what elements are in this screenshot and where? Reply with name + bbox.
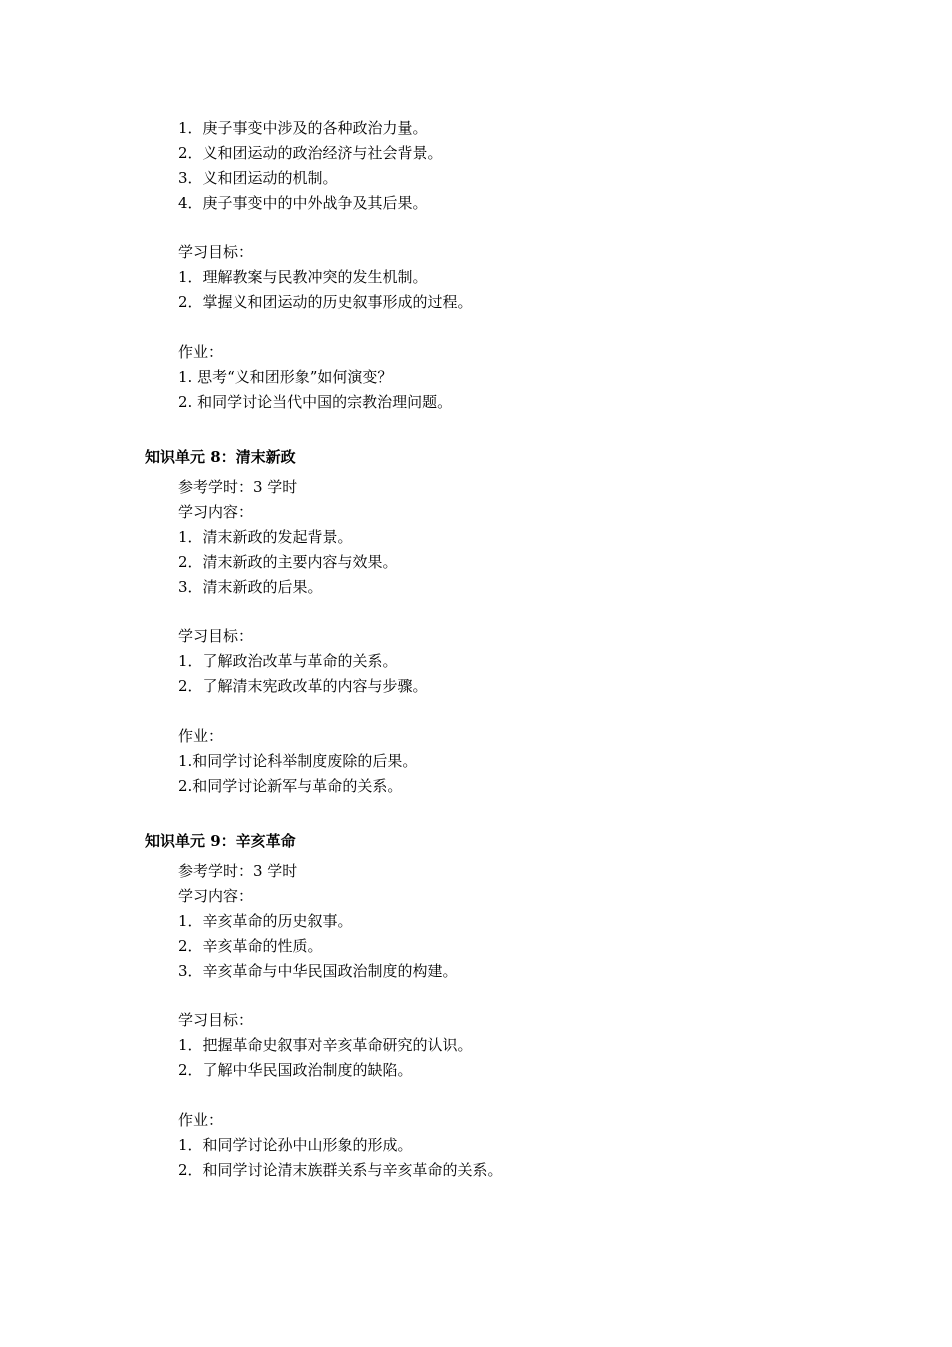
content-item: 1．清末新政的发起背景。	[178, 528, 353, 546]
goals-label: 学习目标：	[178, 627, 254, 645]
unit-8-title: 知识单元 8：清末新政	[145, 448, 296, 466]
unit-9-hours: 参考学时：3 学时	[178, 862, 298, 880]
content-item: 2．辛亥革命的性质。	[178, 937, 323, 955]
homework-label: 作业：	[178, 1111, 224, 1129]
goal-item: 1．把握革命史叙事对辛亥革命研究的认识。	[178, 1036, 473, 1054]
homework-label: 作业：	[178, 727, 224, 745]
content-item: 2．义和团运动的政治经济与社会背景。	[178, 144, 443, 162]
unit-9-title: 知识单元 9：辛亥革命	[145, 832, 296, 850]
content-item: 3．辛亥革命与中华民国政治制度的构建。	[178, 962, 458, 980]
unit-8-hours: 参考学时：3 学时	[178, 478, 298, 496]
content-item: 3．清末新政的后果。	[178, 578, 323, 596]
homework-label: 作业：	[178, 343, 224, 361]
content-label: 学习内容：	[178, 503, 254, 521]
content-item: 2．清末新政的主要内容与效果。	[178, 553, 398, 571]
goals-label: 学习目标：	[178, 1011, 254, 1029]
content-item: 1．辛亥革命的历史叙事。	[178, 912, 353, 930]
goal-item: 1．了解政治改革与革命的关系。	[178, 652, 398, 670]
goal-item: 1．理解教案与民教冲突的发生机制。	[178, 268, 428, 286]
homework-item: 1．和同学讨论孙中山形象的形成。	[178, 1136, 413, 1154]
goal-item: 2．了解清末宪政改革的内容与步骤。	[178, 677, 428, 695]
homework-item: 2．和同学讨论清末族群关系与辛亥革命的关系。	[178, 1161, 503, 1179]
homework-item: 1.和同学讨论科举制度废除的后果。	[178, 752, 418, 770]
homework-item: 1. 思考“义和团形象”如何演变？	[178, 368, 393, 386]
goal-item: 2．掌握义和团运动的历史叙事形成的过程。	[178, 293, 473, 311]
homework-item: 2. 和同学讨论当代中国的宗教治理问题。	[178, 393, 453, 411]
content-item: 4．庚子事变中的中外战争及其后果。	[178, 194, 428, 212]
goal-item: 2．了解中华民国政治制度的缺陷。	[178, 1061, 413, 1079]
content-label: 学习内容：	[178, 887, 254, 905]
goals-label: 学习目标：	[178, 243, 254, 261]
content-item: 1．庚子事变中涉及的各种政治力量。	[178, 119, 428, 137]
content-item: 3．义和团运动的机制。	[178, 169, 338, 187]
homework-item: 2.和同学讨论新军与革命的关系。	[178, 777, 403, 795]
